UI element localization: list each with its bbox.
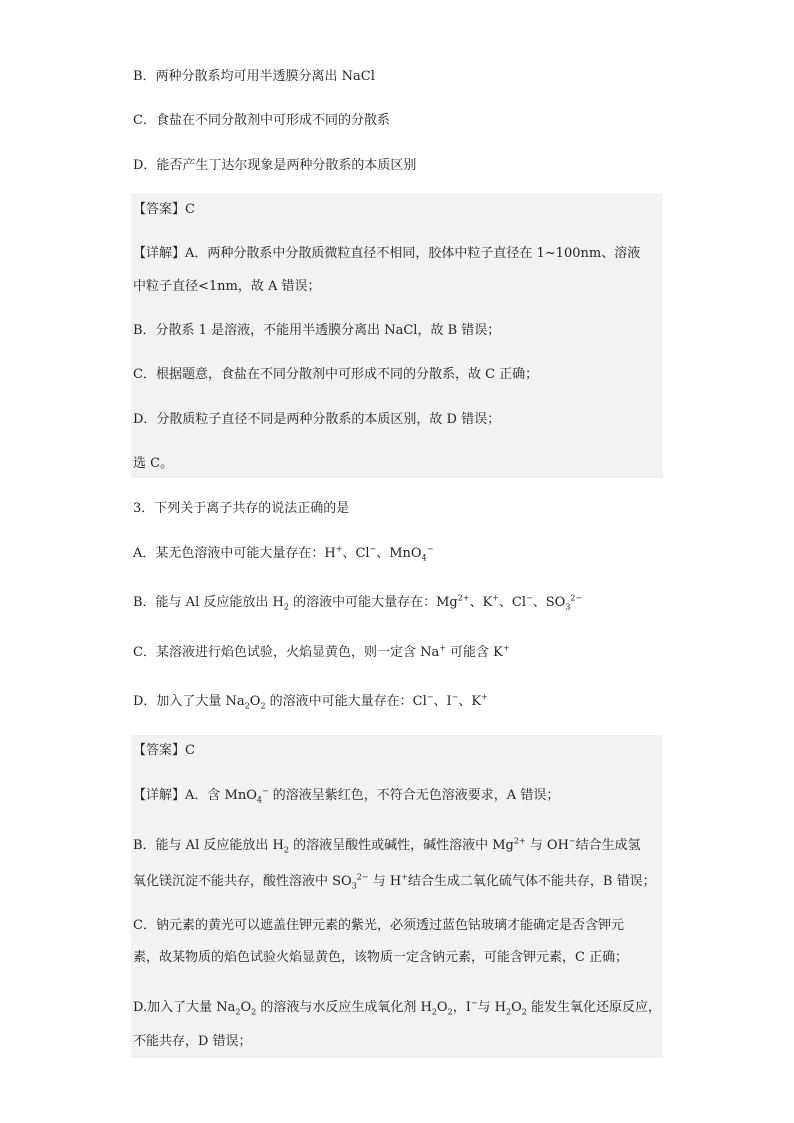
- q2-option-d: D．能否产生丁达尔现象是两种分散系的本质区别: [133, 158, 417, 173]
- q3-detail-d-1: D.加入了大量 $Na_2O_2$ 的溶液与水反应生成氧化剂 $H_2O_2$，I−与 $H_2O_2$ 能发生氧化还原反应，: [133, 998, 662, 1017]
- q3-detail-c-1: C．钠元素的黄光可以遮盖住钾元素的紫光，必须透过蓝色钴玻璃才能确定是否含钾元: [133, 918, 624, 933]
- q3-answer: 【答案】C: [133, 743, 195, 758]
- q3-option-a: A．某无色溶液中可能大量存在：H+、Cl−、MnO$_4$−: [133, 544, 434, 563]
- q2-option-b: B．两种分散系均可用半透膜分离出 NaCl: [133, 69, 375, 84]
- q2-detail-1: 【详解】A．两种分散系中分散质微粒直径不相同，胶体中粒子直径在 1~100nm、溶液: [133, 246, 641, 261]
- q2-detail-6: 选 C。: [133, 456, 174, 471]
- q2-option-c: C．食盐在不同分散剂中可形成不同的分散系: [133, 113, 390, 128]
- q3-detail-b-1: B．能与 Al 反应能放出 $H_2$ 的溶液呈酸性或碱性，碱性溶液中 $Mg^{2+}$ 与 OH−结合生成氢: [133, 836, 641, 855]
- q3-option-d: D．加入了大量 $Na_2O_2$ 的溶液中可能大量存在：Cl−、I−、K+: [133, 692, 488, 711]
- q3-option-b: B．能与 Al 反应能放出 $H_2$ 的溶液中可能大量存在：$Mg^{2+}$、K+、Cl−、$SO_3^{2-}$: [133, 593, 583, 612]
- q3-option-c: C．某溶液进行焰色试验，火焰显黄色，则一定含 Na+ 可能含 K+: [133, 643, 510, 660]
- q2-detail-3: B．分散系 1 是溶液，不能用半透膜分离出 NaCl，故 B 错误；: [133, 323, 501, 338]
- q2-detail-4: C．根据题意，食盐在不同分散剂中可形成不同的分散系，故 C 正确；: [133, 367, 539, 382]
- q3-detail-d-2: 不能共存，D 错误；: [133, 1034, 252, 1049]
- q2-detail-2: 中粒子直径<1nm，故 A 错误；: [133, 279, 321, 294]
- q3-detail-a: 【详解】A．含 MnO$_4$− 的溶液呈紫红色，不符合无色溶液要求，A 错误；: [133, 786, 560, 805]
- q3-detail-c-2: 素，故某物质的焰色试验火焰显黄色，该物质一定含钠元素，可能含钾元素，C 正确；: [133, 950, 629, 965]
- q3-detail-b-2: 氧化镁沉淀不能共存，酸性溶液中 $SO_3^{2-}$ 与 H+结合生成二氧化硫气体不能共存，B 错误；: [133, 872, 656, 891]
- q2-detail-5: D．分散质粒子直径不同是两种分散系的本质区别，故 D 错误；: [133, 412, 501, 427]
- q2-answer: 【答案】C: [133, 202, 195, 217]
- q3-stem: 3．下列关于离子共存的说法正确的是: [133, 501, 350, 516]
